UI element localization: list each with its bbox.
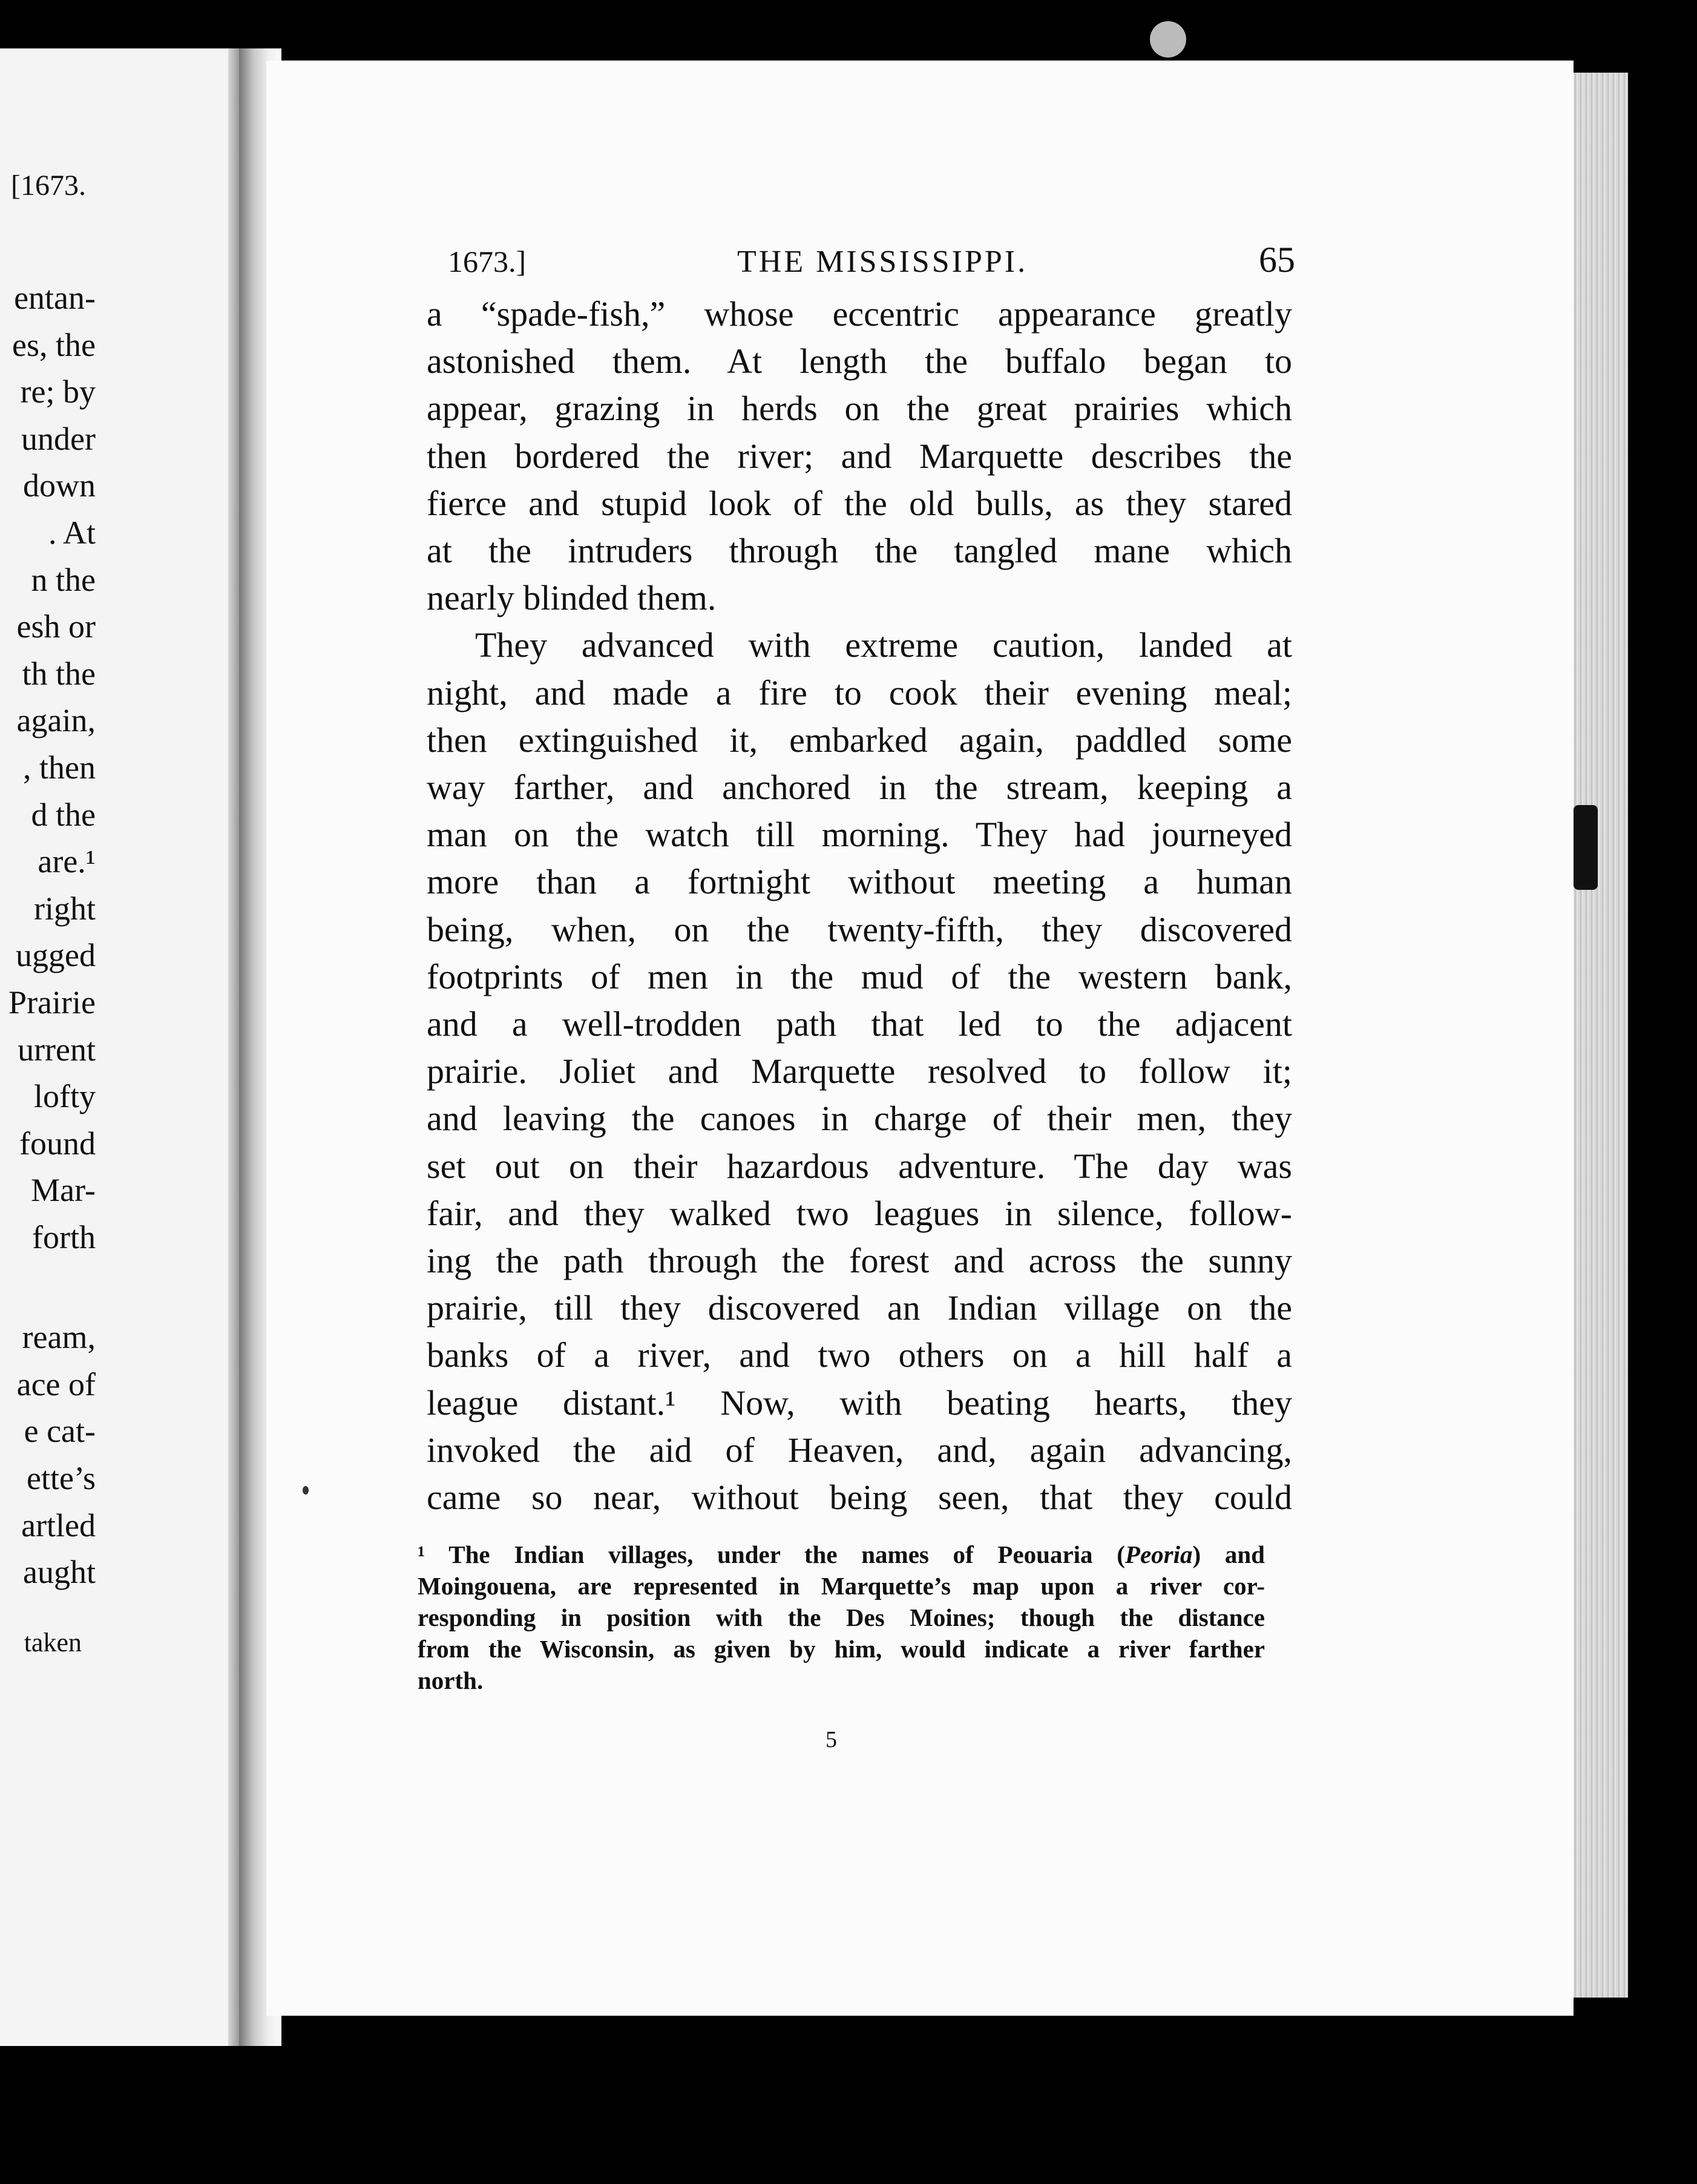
footnote-text: The Indian villages, under the names of Peouaria ( xyxy=(448,1541,1125,1568)
previous-page-line: ette’s xyxy=(27,1460,96,1496)
body-line: then bordered the river; and Marquette describes the xyxy=(427,436,1292,476)
footnote-text: ) and xyxy=(1192,1541,1265,1568)
signature-mark: 5 xyxy=(826,1727,837,1752)
footnote-italic-text: Peoria xyxy=(1124,1541,1193,1568)
previous-page-footnote-ending: taken xyxy=(24,1628,82,1657)
previous-page-line: entan- xyxy=(14,280,96,316)
previous-page-line: ream, xyxy=(22,1319,96,1356)
previous-page-line: forth xyxy=(32,1219,96,1255)
body-line: astonished them. At length the buffalo began to xyxy=(427,341,1292,381)
dust-speck xyxy=(303,1486,309,1495)
body-line: ing the path through the forest and across the sunny xyxy=(427,1241,1292,1280)
previous-page-line: es, the xyxy=(12,326,96,363)
previous-page-line: under xyxy=(21,420,96,457)
footnote-line: from the Wisconsin, as given by him, would indicate a river farther xyxy=(418,1635,1265,1663)
footnote-line: responding in position with the Des Moines; though the distance xyxy=(418,1603,1265,1631)
previous-page-line: th the xyxy=(22,655,96,692)
previous-page-line: found xyxy=(19,1125,96,1162)
body-line: night, and made a fire to cook their evening meal; xyxy=(427,673,1292,712)
dust-speck xyxy=(1150,21,1186,58)
body-line: nearly blinded them. xyxy=(427,578,717,618)
previous-page-line: . At xyxy=(48,515,96,551)
previous-page-line: down xyxy=(23,467,96,504)
body-line: banks of a river, and two others on a hill half a xyxy=(427,1335,1292,1375)
body-line: more than a fortnight without meeting a human xyxy=(427,862,1292,902)
body-line: prairie, till they discovered an Indian village on the xyxy=(427,1288,1292,1328)
previous-page-line: n the xyxy=(31,561,96,598)
previous-page-line: right xyxy=(34,890,96,927)
body-line: came so near, without being seen, that they could xyxy=(427,1478,1292,1517)
previous-page-line: d the xyxy=(31,796,96,833)
previous-page-line: re; by xyxy=(20,373,96,410)
previous-page-line: aught xyxy=(23,1554,96,1591)
previous-page-line: e cat- xyxy=(24,1413,96,1450)
body-line: invoked the aid of Heaven, and, again advancing, xyxy=(427,1430,1292,1470)
previous-page-line: Mar- xyxy=(31,1172,96,1209)
body-line: They advanced with extreme caution, landed at xyxy=(475,625,1292,665)
running-head-title: THE MISSISSIPPI. xyxy=(737,245,1028,279)
previous-page-line: are.¹ xyxy=(38,843,96,880)
previous-page-line: again, xyxy=(16,702,96,739)
gutter-shadow xyxy=(228,48,239,2046)
body-line: at the intruders through the tangled mane which xyxy=(427,531,1292,570)
body-line: prairie. Joliet and Marquette resolved to follow it; xyxy=(427,1051,1292,1091)
body-line: and a well-trodden path that led to the adjacent xyxy=(427,1004,1292,1044)
page-edge-mark xyxy=(1574,805,1598,890)
body-line: footprints of men in the mud of the western bank, xyxy=(427,956,1292,996)
body-line: set out on their hazardous adventure. The day was xyxy=(427,1146,1292,1186)
previous-page-line: Prairie xyxy=(8,984,96,1021)
body-line: a “spade-fish,” whose eccentric appearance greatly xyxy=(427,294,1292,334)
body-line: league distant.¹ Now, with beating hearts, they xyxy=(427,1383,1292,1423)
body-line: and leaving the canoes in charge of their men, they xyxy=(427,1099,1292,1139)
previous-page-line: ace of xyxy=(16,1366,96,1403)
previous-page-line: lofty xyxy=(34,1078,96,1115)
body-line: fierce and stupid look of the old bulls, as they stared xyxy=(427,483,1292,523)
page-number: 65 xyxy=(1259,240,1295,280)
body-line: then extinguished it, embarked again, paddled some xyxy=(427,720,1292,760)
running-head-year: 1673.] xyxy=(448,245,527,278)
body-line: appear, grazing in herds on the great prairies which xyxy=(427,389,1292,429)
previous-page-line: esh or xyxy=(16,608,96,645)
running-head xyxy=(448,239,1295,281)
previous-page-line: ugged xyxy=(16,937,96,974)
footnote-line: north. xyxy=(418,1666,484,1694)
previous-page-line: , then xyxy=(23,749,96,786)
body-line: man on the watch till morning. They had journeyed xyxy=(427,815,1292,855)
footnote-marker: ¹ xyxy=(418,1541,425,1568)
previous-page-header: [1673. xyxy=(11,169,86,202)
body-line: being, when, on the twenty-fifth, they discovered xyxy=(427,909,1292,949)
page-edges xyxy=(1574,73,1628,1998)
body-line: fair, and they walked two leagues in silence, follow- xyxy=(427,1193,1292,1233)
body-line: way farther, and anchored in the stream, keeping a xyxy=(427,768,1292,807)
footnote-line xyxy=(418,1542,1265,1567)
footnote-line: Moingouena, are represented in Marquette’s map upon a river cor- xyxy=(418,1572,1265,1600)
previous-page-line: artled xyxy=(21,1507,96,1544)
previous-page-line: urrent xyxy=(18,1031,96,1068)
